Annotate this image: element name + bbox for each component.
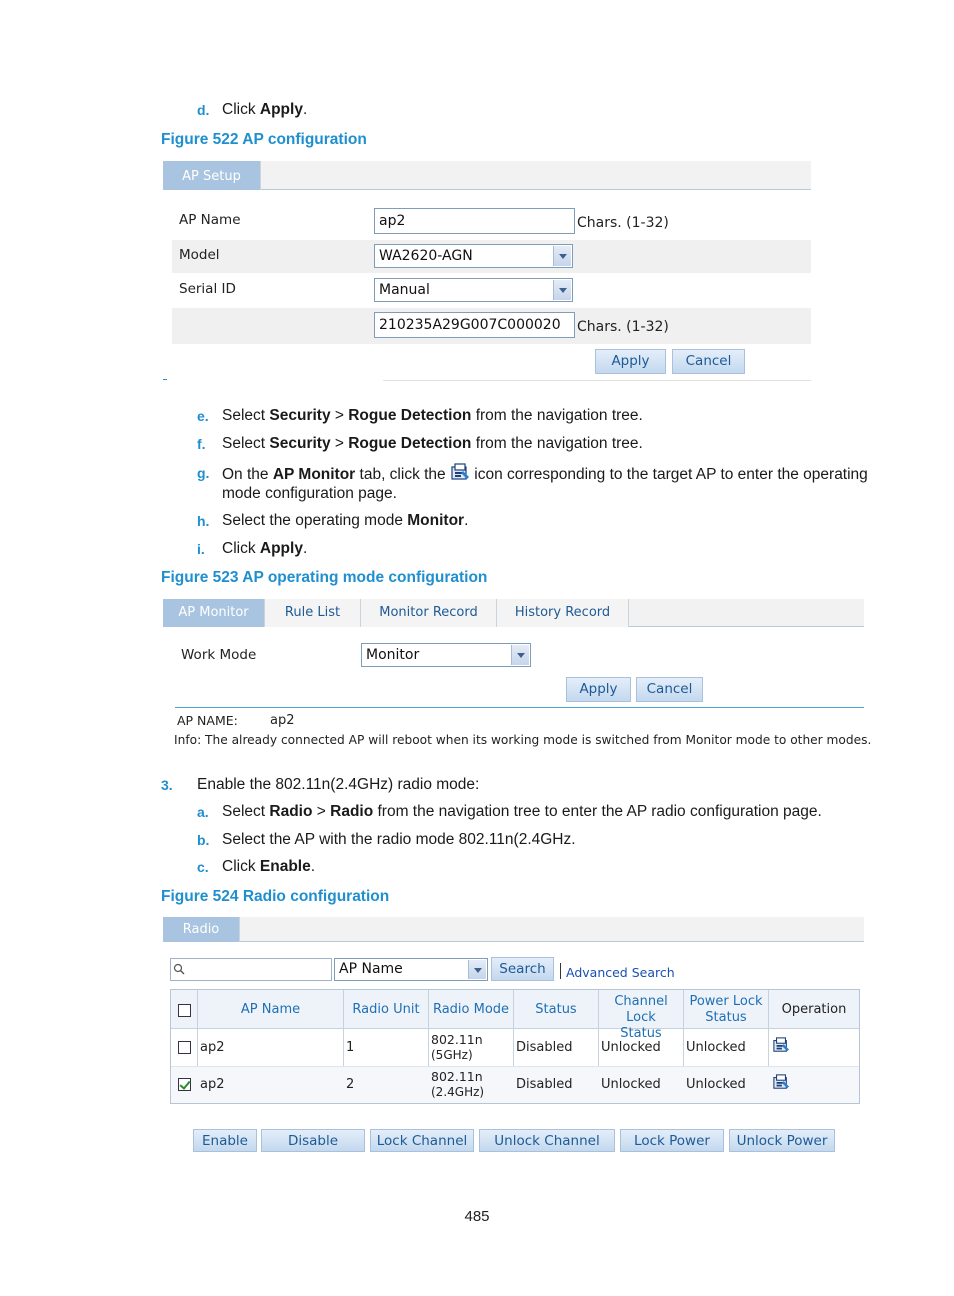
step-marker: b. xyxy=(197,832,210,848)
tab-rule-list[interactable]: Rule List xyxy=(265,599,361,627)
step-text: mode configuration page. xyxy=(222,485,397,502)
step-bold: Enable xyxy=(259,858,311,875)
step-text: icon corresponding to the target AP to enter the operating xyxy=(469,466,868,483)
disable-button[interactable]: Disable xyxy=(261,1129,365,1152)
step-marker: c. xyxy=(197,859,209,875)
header-radio-unit[interactable]: Radio Unit xyxy=(352,1002,420,1017)
cell-power-lock: Unlocked xyxy=(686,1040,746,1055)
cell-ap-name: ap2 xyxy=(200,1077,225,1092)
cancel-button[interactable]: Cancel xyxy=(636,677,703,702)
divider xyxy=(163,379,167,380)
operating-mode-icon xyxy=(450,463,470,481)
chevron-down-icon[interactable] xyxy=(511,645,529,665)
step-text: tab, click the xyxy=(355,466,450,483)
step-bold: Radio xyxy=(269,803,313,820)
serial-number-input[interactable]: 210235A29G007C000020 xyxy=(374,312,575,338)
tab-ap-monitor[interactable]: AP Monitor xyxy=(163,599,265,627)
header-line: Status xyxy=(705,1010,747,1025)
step-text: Select the operating mode xyxy=(222,512,408,529)
lock-channel-button[interactable]: Lock Channel xyxy=(370,1129,474,1152)
cancel-button[interactable]: Cancel xyxy=(672,349,745,374)
operation-config-icon[interactable] xyxy=(772,1037,790,1053)
serial-id-label: Serial ID xyxy=(179,281,236,297)
step-text: Select xyxy=(222,407,270,424)
search-input[interactable] xyxy=(170,958,332,981)
serial-number-hint: Chars. (1-32) xyxy=(577,319,669,335)
header-power-lock-status[interactable] xyxy=(684,994,768,1026)
divider xyxy=(383,380,811,381)
search-button[interactable]: Search xyxy=(491,957,554,981)
model-label: Model xyxy=(179,247,220,263)
info-text: Info: The already connected AP will reboot when its working mode is switched from Monitor mode to other modes. xyxy=(174,733,872,747)
step-marker: e. xyxy=(197,408,209,424)
cell-channel-lock: Unlocked xyxy=(601,1077,661,1092)
tab-bar xyxy=(163,599,864,627)
search-icon xyxy=(173,963,185,975)
serial-id-select[interactable] xyxy=(374,278,573,302)
header-operation: Operation xyxy=(781,1002,847,1017)
ap-name-input[interactable]: ap2 xyxy=(374,208,575,234)
cell-radio-mode-band: (5GHz) xyxy=(431,1048,473,1062)
ap-name-info-label: AP NAME: xyxy=(177,713,238,728)
cell-ap-name: ap2 xyxy=(200,1040,225,1055)
step-text: On the xyxy=(222,466,273,483)
step-marker: 3. xyxy=(161,777,173,793)
header-channel-lock-status[interactable] xyxy=(599,994,683,1042)
tab-bar xyxy=(163,917,864,942)
cell-radio-unit: 1 xyxy=(346,1040,355,1055)
step-text: from the navigation tree. xyxy=(471,435,643,452)
cell-status: Disabled xyxy=(516,1040,573,1055)
step-text: . xyxy=(464,512,469,529)
step-marker: g. xyxy=(197,465,210,481)
ap-name-hint: Chars. (1-32) xyxy=(577,215,669,231)
cell-radio-mode: 802.11n xyxy=(431,1069,483,1084)
model-select-value: WA2620-AGN xyxy=(379,248,473,264)
chevron-down-icon[interactable] xyxy=(553,246,571,266)
step-text: Select the AP with the radio mode 802.11n(2.4GHz. xyxy=(222,831,576,848)
step-bold: AP Monitor xyxy=(272,466,356,483)
divider xyxy=(175,707,864,708)
step-text: > xyxy=(330,435,349,452)
cell-power-lock: Unlocked xyxy=(686,1077,746,1092)
header-line: Power Lock xyxy=(689,994,763,1009)
model-select[interactable] xyxy=(374,244,573,268)
apply-button[interactable]: Apply xyxy=(566,677,631,702)
radio-table xyxy=(170,989,860,1104)
step-text: . xyxy=(302,101,308,118)
cell-radio-mode: 802.11n xyxy=(431,1032,483,1047)
ap-name-label: AP Name xyxy=(179,212,241,228)
search-field-select[interactable] xyxy=(334,958,488,981)
table-row-alt xyxy=(171,1067,859,1103)
figure-524-caption: Figure 524 Radio configuration xyxy=(161,888,390,905)
step-text: Enable the 802.11n(2.4GHz) radio mode: xyxy=(197,776,480,793)
row-checkbox[interactable] xyxy=(178,1041,191,1054)
tab-radio[interactable]: Radio xyxy=(163,917,240,942)
step-bold: Rogue Detection xyxy=(348,407,472,424)
tab-bar xyxy=(163,161,811,190)
tab-monitor-record[interactable]: Monitor Record xyxy=(361,599,497,627)
step-text: . xyxy=(310,858,316,875)
header-status[interactable]: Status xyxy=(535,1002,577,1017)
step-text: > xyxy=(330,407,349,424)
step-text: > xyxy=(312,803,331,820)
step-bold: Security xyxy=(269,435,331,452)
step-text: Click xyxy=(222,101,260,118)
chevron-down-icon[interactable] xyxy=(468,960,486,979)
step-bold: Monitor xyxy=(407,512,465,529)
apply-button[interactable]: Apply xyxy=(595,349,666,374)
header-line: Status xyxy=(620,1026,662,1041)
figure-523-caption: Figure 523 AP operating mode configuration xyxy=(161,569,488,586)
header-radio-mode[interactable]: Radio Mode xyxy=(432,1002,510,1017)
select-all-checkbox[interactable] xyxy=(178,1004,191,1017)
page-number: 485 xyxy=(464,1208,490,1225)
work-mode-label: Work Mode xyxy=(181,647,257,663)
figure-522-caption: Figure 522 AP configuration xyxy=(161,131,367,148)
unlock-channel-button[interactable]: Unlock Channel xyxy=(479,1129,615,1152)
work-mode-select[interactable] xyxy=(361,643,531,667)
step-marker: i. xyxy=(197,541,205,557)
step-text: from the navigation tree to enter the AP radio configuration page. xyxy=(373,803,822,820)
lock-power-button[interactable]: Lock Power xyxy=(620,1129,724,1152)
step-marker: h. xyxy=(197,513,210,529)
step-text: Click xyxy=(222,858,260,875)
step-text: Select xyxy=(222,803,270,820)
step-marker: d. xyxy=(197,102,210,118)
operation-config-icon[interactable] xyxy=(772,1074,790,1090)
cell-status: Disabled xyxy=(516,1077,573,1092)
divider xyxy=(560,963,561,979)
unlock-power-button[interactable]: Unlock Power xyxy=(729,1129,835,1152)
tab-ap-setup[interactable]: AP Setup xyxy=(163,161,261,190)
cell-radio-mode-band: (2.4GHz) xyxy=(431,1085,485,1099)
step-bold: Apply xyxy=(259,540,303,557)
ap-name-info-value: ap2 xyxy=(270,713,295,728)
step-bold: Security xyxy=(269,407,331,424)
work-mode-select-value: Monitor xyxy=(366,647,420,663)
enable-button[interactable]: Enable xyxy=(193,1129,257,1152)
step-marker: a. xyxy=(197,804,209,820)
serial-id-select-value: Manual xyxy=(379,282,430,298)
advanced-search-link[interactable]: Advanced Search xyxy=(566,965,675,980)
search-field-select-value: AP Name xyxy=(339,961,403,977)
row-checkbox-checked[interactable] xyxy=(178,1078,191,1091)
step-bold: Rogue Detection xyxy=(348,435,472,452)
step-text: Select xyxy=(222,435,270,452)
step-bold: Apply xyxy=(259,101,303,118)
cell-radio-unit: 2 xyxy=(346,1077,355,1092)
chevron-down-icon[interactable] xyxy=(553,280,571,300)
tab-history-record[interactable]: History Record xyxy=(497,599,629,627)
header-ap-name[interactable]: AP Name xyxy=(240,1002,301,1017)
cell-channel-lock: Unlocked xyxy=(601,1040,661,1055)
step-text: Click xyxy=(222,540,260,557)
header-line: Channel Lock xyxy=(614,994,668,1025)
step-marker: f. xyxy=(197,436,206,452)
step-text: . xyxy=(302,540,308,557)
step-bold: Radio xyxy=(330,803,374,820)
step-text: from the navigation tree. xyxy=(471,407,643,424)
